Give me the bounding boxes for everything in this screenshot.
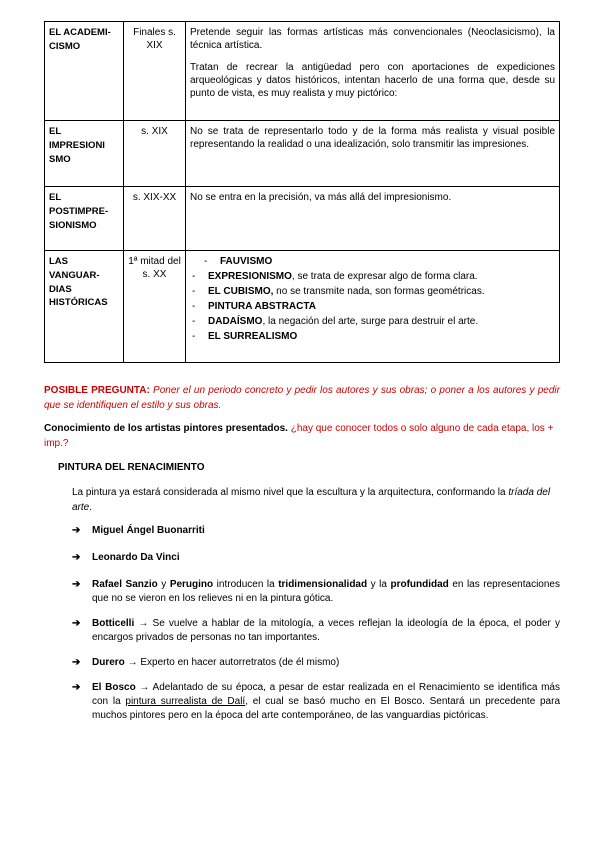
underlined-reference: pintura surrealista de Dalí — [125, 696, 246, 707]
painter-name: El Bosco — [92, 682, 136, 693]
avant-garde-list — [190, 255, 555, 343]
list-item — [190, 300, 555, 313]
movement-label: EL CUBISMO, — [208, 286, 274, 297]
arrow-bullet-icon: ➔ — [72, 552, 81, 563]
arrow-bullet-icon: ➔ — [72, 657, 81, 668]
description-paragraph: No se trata de representarlo todo y de la forma más realista y visual posible representando la realidad o una idealización, solo transmitir las impresiones. — [190, 126, 555, 150]
painter-text: y la — [367, 579, 391, 590]
painter-name: Perugino — [169, 579, 214, 590]
movement-note: , se trata de expresar algo de forma clara. — [291, 271, 478, 282]
dash-bullet: - — [192, 271, 196, 282]
key-term: tridimensionalidad — [278, 579, 368, 590]
intro-text: La pintura ya estará considerada al mismo nivel que la escultura y la arquitectura, conformando la — [72, 487, 509, 498]
movement-description — [186, 187, 560, 251]
arrow-bullet-icon: ➔ — [72, 579, 81, 590]
dash-bullet: - — [192, 331, 196, 342]
movement-description — [186, 22, 560, 121]
dash-bullet: - — [192, 316, 196, 327]
dash-bullet: - — [192, 301, 196, 312]
movement-note: no se transmite nada, son formas geométricas. — [273, 286, 485, 297]
painter-name: Leonardo Da Vinci — [92, 552, 180, 563]
movement-name: EL POSTIMPRE-SIONISMO — [45, 187, 124, 251]
movement-label: FAUVISMO — [220, 256, 273, 267]
art-movements-table — [44, 21, 560, 363]
table-row — [45, 22, 560, 121]
movement-description — [186, 251, 560, 363]
list-item — [72, 578, 560, 606]
movement-date: s. XIX-XX — [124, 187, 186, 251]
arrow-bullet-icon: ➔ — [72, 525, 81, 536]
movement-description — [186, 121, 560, 187]
movement-date: s. XIX — [124, 121, 186, 187]
painter-text: , el cual se basó mucho en El Bosco. Sentará un precedente para muchos pintores pero en la época del arte contemporáneo, de las vanguardias pictóricas. — [92, 696, 561, 721]
description-paragraph: Pretende seguir las formas artísticas más convencionales (Neoclasicismo), la técnica artística. — [190, 27, 555, 51]
arrow-bullet-icon: ➔ — [72, 618, 81, 629]
list-item — [190, 255, 555, 268]
list-item — [72, 551, 560, 565]
painter-text: → Adelantado de su época, a pesar de estar realizada en el Renacimiento se identifica más con la — [92, 682, 560, 707]
painter-text: introducen la — [213, 579, 279, 590]
intro-end: . — [89, 502, 93, 513]
table-row — [45, 187, 560, 251]
painters-list — [72, 524, 560, 723]
knowledge-statement: Conocimiento de los artistas pintores presentados. — [44, 423, 288, 434]
intro-paragraph — [72, 485, 560, 515]
intro-italic-term: tríada del arte — [72, 487, 551, 513]
movement-note: , la negación del arte, surge para destruir el arte. — [262, 316, 479, 327]
list-item — [190, 315, 555, 328]
movement-label: DADAÍSMO — [208, 316, 263, 327]
question-label: POSIBLE PREGUNTA: — [44, 385, 150, 396]
painter-text: y — [157, 579, 170, 590]
list-item — [190, 330, 555, 343]
painter-name: Durero — [92, 657, 125, 668]
arrow-bullet-icon: ➔ — [72, 682, 81, 693]
description-paragraph: No se entra en la precisión, va más allá del impresionismo. — [190, 192, 452, 203]
painter-text: → Se vuelve a hablar de la mitología, a veces reflejan la ideología de la época, el poder y encargos privados de personas no tan importantes. — [92, 618, 560, 643]
knowledge-question: ¿hay que conocer todos o solo alguno de cada etapa, los + imp.? — [44, 423, 554, 449]
painter-text: → Experto en hacer autorretratos (de él mismo) — [124, 657, 340, 668]
section-heading: PINTURA DEL RENACIMIENTO — [58, 462, 205, 473]
list-item — [72, 524, 560, 538]
painter-name: Botticelli — [92, 618, 135, 629]
list-item — [72, 656, 560, 670]
movement-label: EXPRESIONISMO — [208, 271, 292, 282]
movement-label: PINTURA ABSTRACTA — [208, 301, 316, 312]
description-paragraph: Tratan de recrear la antigüedad pero con aportaciones de expediciones arqueológicas y datos históricos, intentan hacerlo de una forma que, desde su punto de vista, es muy realista y muy pictórico: — [190, 62, 555, 99]
knowledge-note — [44, 421, 560, 451]
possible-question — [44, 383, 560, 413]
movement-name: EL ACADEMI-CISMO — [45, 22, 124, 121]
list-item — [72, 617, 560, 645]
painter-text: en las representaciones que no se vieron en los relieves ni en la pintura gótica. — [92, 579, 560, 604]
movement-date: Finales s. XIX — [124, 22, 186, 121]
table-row — [45, 251, 560, 363]
dash-bullet: - — [204, 256, 208, 267]
list-item — [190, 285, 555, 298]
movement-name: LAS VANGUAR-DIAS HISTÓRICAS — [45, 251, 124, 363]
question-text: Poner el un periodo concreto y pedir los autores y sus obras; o poner a los autores y pedir que se identifiquen el estilo y sus obras. — [44, 385, 560, 411]
painter-name: Rafael Sanzio — [92, 579, 158, 590]
movement-date: 1ª mitad del s. XX — [124, 251, 186, 363]
list-item — [72, 681, 560, 723]
key-term: profundidad — [390, 579, 449, 590]
list-item — [190, 270, 555, 283]
table-row — [45, 121, 560, 187]
painter-name: Miguel Ángel Buonarriti — [92, 525, 205, 536]
dash-bullet: - — [192, 286, 196, 297]
movement-name: EL IMPRESIONI SMO — [45, 121, 124, 187]
movement-label: EL SURREALISMO — [208, 331, 298, 342]
